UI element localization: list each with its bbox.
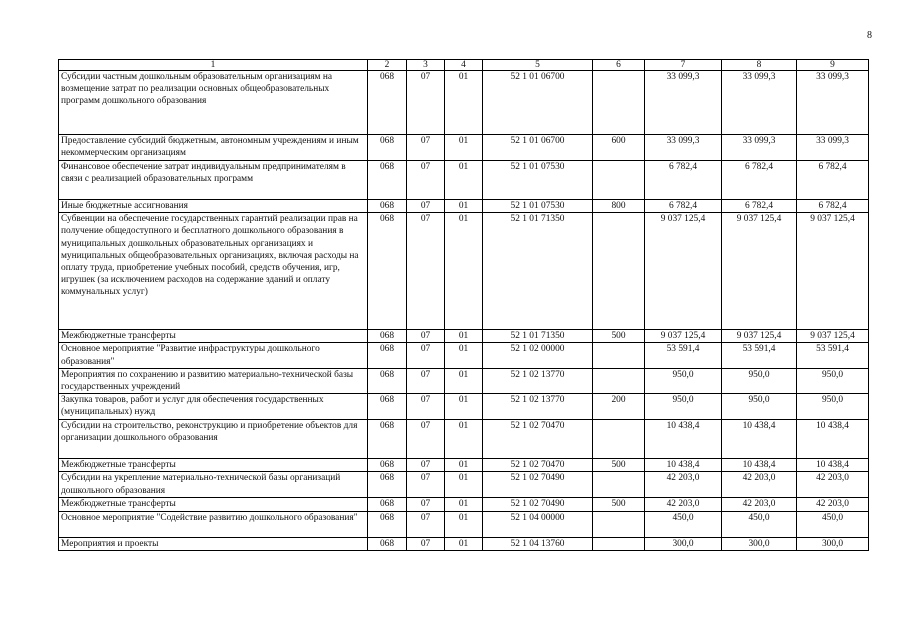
cell-amount-year2: 33 099,3 xyxy=(722,135,797,161)
cell-amount-year1: 9 037 125,4 xyxy=(645,330,722,343)
table-row xyxy=(59,135,869,161)
cell-ministry-code: 068 xyxy=(368,511,407,537)
cell-amount-year2: 9 037 125,4 xyxy=(722,330,797,343)
table-row xyxy=(59,200,869,213)
cell-subsection: 01 xyxy=(445,135,483,161)
row-name: Мероприятия по сохранению и развитию материально-технической базы государственных учреждений xyxy=(59,368,368,393)
table-row xyxy=(59,472,869,498)
cell-expense-type: 200 xyxy=(593,394,645,420)
cell-amount-year2: 33 099,3 xyxy=(722,71,797,135)
column-header: 7 xyxy=(645,60,722,71)
cell-amount-year1: 10 438,4 xyxy=(645,459,722,472)
cell-amount-year2: 950,0 xyxy=(722,368,797,393)
cell-section: 07 xyxy=(407,71,445,135)
cell-subsection: 01 xyxy=(445,330,483,343)
cell-ministry-code: 068 xyxy=(368,472,407,498)
cell-amount-year3: 450,0 xyxy=(797,511,869,537)
budget-table xyxy=(58,59,869,551)
cell-amount-year1: 33 099,3 xyxy=(645,135,722,161)
cell-expense-type xyxy=(593,213,645,330)
column-header: 4 xyxy=(445,60,483,71)
column-header: 8 xyxy=(722,60,797,71)
column-header: 1 xyxy=(59,60,368,71)
cell-target-article: 52 1 02 13770 xyxy=(483,368,593,393)
cell-subsection: 01 xyxy=(445,161,483,200)
cell-section: 07 xyxy=(407,394,445,420)
row-name: Субсидии на укрепление материально-технической базы организаций дошкольного образования xyxy=(59,472,368,498)
cell-amount-year2: 42 203,0 xyxy=(722,472,797,498)
cell-section: 07 xyxy=(407,459,445,472)
cell-subsection: 01 xyxy=(445,420,483,459)
cell-amount-year3: 33 099,3 xyxy=(797,71,869,135)
cell-amount-year2: 6 782,4 xyxy=(722,200,797,213)
column-header: 5 xyxy=(483,60,593,71)
cell-amount-year1: 300,0 xyxy=(645,537,722,550)
cell-subsection: 01 xyxy=(445,343,483,368)
cell-ministry-code: 068 xyxy=(368,71,407,135)
cell-section: 07 xyxy=(407,511,445,537)
cell-expense-type: 500 xyxy=(593,459,645,472)
row-name: Финансовое обеспечение затрат индивидуальным предпринимателям в связи с реализацией образовательных программ xyxy=(59,161,368,200)
cell-section: 07 xyxy=(407,368,445,393)
cell-subsection: 01 xyxy=(445,200,483,213)
table-row xyxy=(59,459,869,472)
cell-subsection: 01 xyxy=(445,511,483,537)
cell-amount-year2: 10 438,4 xyxy=(722,420,797,459)
cell-expense-type xyxy=(593,368,645,393)
cell-expense-type xyxy=(593,71,645,135)
table-row xyxy=(59,368,869,393)
cell-amount-year1: 450,0 xyxy=(645,511,722,537)
column-header: 2 xyxy=(368,60,407,71)
cell-ministry-code: 068 xyxy=(368,394,407,420)
table-row xyxy=(59,394,869,420)
cell-expense-type: 500 xyxy=(593,498,645,511)
row-name: Основное мероприятие "Содействие развитию дошкольного образования" xyxy=(59,511,368,537)
cell-expense-type: 500 xyxy=(593,330,645,343)
cell-ministry-code: 068 xyxy=(368,368,407,393)
table-row xyxy=(59,161,869,200)
cell-amount-year2: 450,0 xyxy=(722,511,797,537)
cell-ministry-code: 068 xyxy=(368,343,407,368)
cell-amount-year2: 9 037 125,4 xyxy=(722,213,797,330)
cell-target-article: 52 1 01 07530 xyxy=(483,200,593,213)
cell-ministry-code: 068 xyxy=(368,200,407,213)
column-header: 9 xyxy=(797,60,869,71)
cell-expense-type xyxy=(593,161,645,200)
cell-target-article: 52 1 01 07530 xyxy=(483,161,593,200)
column-header: 6 xyxy=(593,60,645,71)
cell-amount-year3: 42 203,0 xyxy=(797,472,869,498)
page-number: 8 xyxy=(867,30,872,41)
cell-subsection: 01 xyxy=(445,213,483,330)
row-name: Межбюджетные трансферты xyxy=(59,498,368,511)
cell-section: 07 xyxy=(407,213,445,330)
cell-section: 07 xyxy=(407,330,445,343)
cell-ministry-code: 068 xyxy=(368,213,407,330)
row-name: Закупка товаров, работ и услуг для обеспечения государственных (муниципальных) нужд xyxy=(59,394,368,420)
column-number-row xyxy=(59,60,869,71)
cell-subsection: 01 xyxy=(445,472,483,498)
cell-section: 07 xyxy=(407,200,445,213)
cell-target-article: 52 1 02 70490 xyxy=(483,498,593,511)
cell-expense-type xyxy=(593,511,645,537)
cell-amount-year1: 42 203,0 xyxy=(645,472,722,498)
cell-ministry-code: 068 xyxy=(368,537,407,550)
table-row xyxy=(59,71,869,135)
cell-amount-year1: 9 037 125,4 xyxy=(645,213,722,330)
cell-amount-year3: 10 438,4 xyxy=(797,459,869,472)
cell-target-article: 52 1 01 06700 xyxy=(483,71,593,135)
cell-ministry-code: 068 xyxy=(368,459,407,472)
cell-target-article: 52 1 04 13760 xyxy=(483,537,593,550)
cell-amount-year1: 53 591,4 xyxy=(645,343,722,368)
cell-target-article: 52 1 02 13770 xyxy=(483,394,593,420)
cell-amount-year1: 33 099,3 xyxy=(645,71,722,135)
cell-subsection: 01 xyxy=(445,537,483,550)
cell-subsection: 01 xyxy=(445,368,483,393)
cell-amount-year1: 950,0 xyxy=(645,394,722,420)
cell-expense-type: 600 xyxy=(593,135,645,161)
row-name: Субсидии на строительство, реконструкцию и приобретение объектов для организации дошкольного образования xyxy=(59,420,368,459)
cell-amount-year2: 950,0 xyxy=(722,394,797,420)
cell-subsection: 01 xyxy=(445,459,483,472)
cell-amount-year3: 33 099,3 xyxy=(797,135,869,161)
cell-amount-year1: 6 782,4 xyxy=(645,200,722,213)
cell-target-article: 52 1 01 71350 xyxy=(483,213,593,330)
cell-ministry-code: 068 xyxy=(368,420,407,459)
cell-expense-type xyxy=(593,343,645,368)
cell-subsection: 01 xyxy=(445,71,483,135)
cell-target-article: 52 1 02 00000 xyxy=(483,343,593,368)
row-name: Мероприятия и проекты xyxy=(59,537,368,550)
cell-target-article: 52 1 02 70470 xyxy=(483,459,593,472)
table-row xyxy=(59,537,869,550)
cell-amount-year3: 950,0 xyxy=(797,394,869,420)
cell-subsection: 01 xyxy=(445,498,483,511)
table-row xyxy=(59,511,869,537)
cell-ministry-code: 068 xyxy=(368,135,407,161)
cell-section: 07 xyxy=(407,498,445,511)
cell-amount-year3: 300,0 xyxy=(797,537,869,550)
row-name: Иные бюджетные ассигнования xyxy=(59,200,368,213)
cell-amount-year1: 42 203,0 xyxy=(645,498,722,511)
table-row xyxy=(59,213,869,330)
cell-section: 07 xyxy=(407,420,445,459)
cell-amount-year2: 6 782,4 xyxy=(722,161,797,200)
cell-amount-year1: 10 438,4 xyxy=(645,420,722,459)
cell-ministry-code: 068 xyxy=(368,498,407,511)
cell-amount-year3: 53 591,4 xyxy=(797,343,869,368)
cell-amount-year2: 53 591,4 xyxy=(722,343,797,368)
table-row xyxy=(59,498,869,511)
cell-ministry-code: 068 xyxy=(368,161,407,200)
cell-target-article: 52 1 04 00000 xyxy=(483,511,593,537)
row-name: Предоставление субсидий бюджетным, автономным учреждениям и иным некоммерческим организациям xyxy=(59,135,368,161)
cell-section: 07 xyxy=(407,161,445,200)
cell-target-article: 52 1 02 70470 xyxy=(483,420,593,459)
cell-amount-year3: 9 037 125,4 xyxy=(797,330,869,343)
cell-amount-year3: 42 203,0 xyxy=(797,498,869,511)
row-name: Субвенции на обеспечение государственных гарантий реализации прав на получение общедоступного и бесплатного дошкольного образования в муниципальных дошкольных образовательных организациях и муниципальных общеобразовательных организациях, включая расходы на оплату труда, приобретение учебных пособий, средств обучения, игр, игрушек (за исключением расходов на содержание зданий и оплату коммунальных услуг) xyxy=(59,213,368,330)
cell-section: 07 xyxy=(407,135,445,161)
cell-amount-year3: 9 037 125,4 xyxy=(797,213,869,330)
row-name: Основное мероприятие "Развитие инфраструктуры дошкольного образования" xyxy=(59,343,368,368)
cell-section: 07 xyxy=(407,537,445,550)
cell-section: 07 xyxy=(407,343,445,368)
cell-expense-type xyxy=(593,537,645,550)
cell-amount-year2: 10 438,4 xyxy=(722,459,797,472)
cell-amount-year1: 6 782,4 xyxy=(645,161,722,200)
cell-expense-type: 800 xyxy=(593,200,645,213)
cell-amount-year2: 42 203,0 xyxy=(722,498,797,511)
cell-amount-year1: 950,0 xyxy=(645,368,722,393)
column-header: 3 xyxy=(407,60,445,71)
cell-expense-type xyxy=(593,472,645,498)
cell-amount-year3: 10 438,4 xyxy=(797,420,869,459)
cell-target-article: 52 1 01 06700 xyxy=(483,135,593,161)
cell-target-article: 52 1 02 70490 xyxy=(483,472,593,498)
cell-target-article: 52 1 01 71350 xyxy=(483,330,593,343)
table-row xyxy=(59,343,869,368)
row-name: Межбюджетные трансферты xyxy=(59,330,368,343)
table-row xyxy=(59,330,869,343)
cell-ministry-code: 068 xyxy=(368,330,407,343)
cell-amount-year3: 6 782,4 xyxy=(797,161,869,200)
cell-amount-year3: 6 782,4 xyxy=(797,200,869,213)
cell-amount-year2: 300,0 xyxy=(722,537,797,550)
cell-subsection: 01 xyxy=(445,394,483,420)
row-name: Межбюджетные трансферты xyxy=(59,459,368,472)
cell-section: 07 xyxy=(407,472,445,498)
table-row xyxy=(59,420,869,459)
cell-expense-type xyxy=(593,420,645,459)
row-name: Субсидии частным дошкольным образовательным организациям на возмещение затрат по реализации основных общеобразовательных программ дошкольного образования xyxy=(59,71,368,135)
cell-amount-year3: 950,0 xyxy=(797,368,869,393)
